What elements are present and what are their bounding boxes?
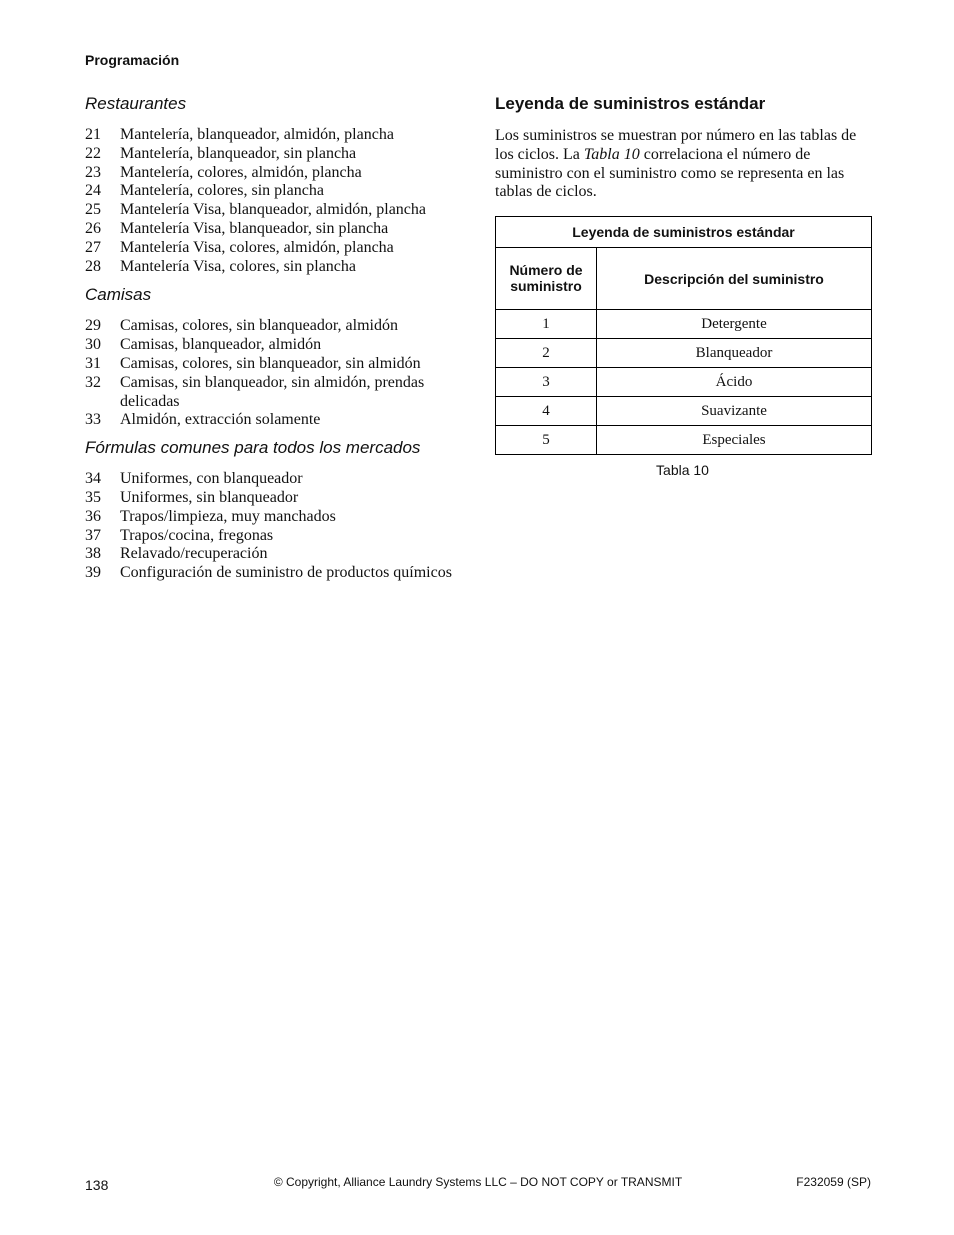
copyright-notice: © Copyright, Alliance Laundry Systems LLC – DO NOT COPY or TRANSMIT xyxy=(273,1175,683,1189)
item-text: Trapos/limpieza, muy manchados xyxy=(120,507,336,525)
list-item xyxy=(85,258,460,277)
column-header-number: Número de suministro xyxy=(496,248,597,310)
list-restaurantes xyxy=(85,126,460,276)
item-text: Almidón, extracción solamente xyxy=(120,411,321,429)
list-item xyxy=(85,201,460,220)
item-number: 39 xyxy=(85,564,101,582)
cell-number: 2 xyxy=(496,339,597,368)
document-id: F232059 (SP) xyxy=(796,1175,871,1189)
item-number: 24 xyxy=(85,182,101,200)
item-text: Camisas, colores, sin blanqueador, almidón xyxy=(120,317,398,335)
cell-number: 1 xyxy=(496,310,597,339)
item-text: Mantelería, blanqueador, almidón, plancha xyxy=(120,126,394,143)
item-number: 33 xyxy=(85,411,101,429)
item-number: 21 xyxy=(85,126,101,143)
list-item xyxy=(85,164,460,183)
cell-number: 4 xyxy=(496,397,597,426)
list-item xyxy=(85,182,460,201)
cell-number: 5 xyxy=(496,426,597,455)
list-item xyxy=(85,126,460,145)
section-title-leyenda: Leyenda de suministros estándar xyxy=(495,94,766,113)
page-number: 138 xyxy=(85,1177,109,1193)
item-number: 22 xyxy=(85,144,101,162)
item-text: Camisas, blanqueador, almidón xyxy=(120,336,322,354)
paragraph-text: correlaciona el número de suministro con el suministro como se representa en las tablas de ciclos. xyxy=(495,145,845,201)
left-column xyxy=(85,94,460,583)
list-item xyxy=(85,355,460,374)
item-text: Mantelería, blanqueador, sin plancha xyxy=(120,144,357,162)
item-text: Trapos/cocina, fregonas xyxy=(120,526,274,544)
list-item xyxy=(85,470,460,489)
item-number: 29 xyxy=(85,317,101,335)
item-number: 27 xyxy=(85,238,101,256)
cell-description: Blanqueador xyxy=(597,339,872,368)
item-text: Mantelería, colores, almidón, plancha xyxy=(120,163,362,181)
item-number: 30 xyxy=(85,336,101,354)
item-number: 38 xyxy=(85,545,101,563)
list-item xyxy=(85,411,460,430)
cell-description: Suavizante xyxy=(597,397,872,426)
item-number: 25 xyxy=(85,201,101,219)
list-item xyxy=(85,489,460,508)
item-number: 34 xyxy=(85,470,101,488)
list-item xyxy=(85,336,460,355)
table-row xyxy=(496,397,872,426)
table-caption: Leyenda de suministros estándar xyxy=(496,217,872,248)
cell-description: Especiales xyxy=(597,426,872,455)
page-header-section: Programación xyxy=(85,52,180,68)
right-column xyxy=(495,94,872,478)
item-text: Uniformes, con blanqueador xyxy=(120,470,303,488)
list-item xyxy=(85,145,460,164)
item-text: Mantelería Visa, colores, almidón, plancha xyxy=(120,238,394,256)
supply-legend-table xyxy=(495,216,872,455)
list-item xyxy=(85,374,460,412)
item-text: Camisas, sin blanqueador, sin almidón, prendas delicadas xyxy=(120,373,425,410)
column-header-description: Descripción del suministro xyxy=(597,248,872,310)
cell-description: Ácido xyxy=(597,368,872,397)
item-text: Configuración de suministro de productos químicos xyxy=(120,564,452,582)
cell-number: 3 xyxy=(496,368,597,397)
item-text: Relavado/recuperación xyxy=(120,545,268,563)
item-text: Mantelería Visa, blanqueador, almidón, plancha xyxy=(120,201,426,219)
item-text: Camisas, colores, sin blanqueador, sin almidón xyxy=(120,354,421,372)
item-number: 26 xyxy=(85,219,101,237)
table-row xyxy=(496,426,872,455)
list-item xyxy=(85,220,460,239)
item-number: 32 xyxy=(85,373,101,391)
list-item xyxy=(85,317,460,336)
intro-paragraph xyxy=(495,127,872,202)
list-item xyxy=(85,239,460,258)
item-number: 28 xyxy=(85,257,101,275)
item-text: Mantelería Visa, colores, sin plancha xyxy=(120,257,356,275)
item-text: Uniformes, sin blanqueador xyxy=(120,488,299,506)
list-camisas xyxy=(85,317,460,430)
section-title-formulas: Fórmulas comunes para todos los mercados xyxy=(85,438,421,458)
list-item xyxy=(85,545,460,564)
section-title-camisas: Camisas xyxy=(85,285,152,305)
table-label: Tabla 10 xyxy=(656,462,709,479)
paragraph-text: Los suministros se muestran por número en las tablas de los ciclos. La xyxy=(495,127,857,163)
item-text: Mantelería Visa, blanqueador, sin plancha xyxy=(120,219,389,237)
item-number: 35 xyxy=(85,488,101,506)
item-number: 36 xyxy=(85,507,101,525)
table-row xyxy=(496,368,872,397)
item-number: 23 xyxy=(85,163,101,181)
list-item xyxy=(85,564,460,583)
list-formulas xyxy=(85,470,460,583)
cell-description: Detergente xyxy=(597,310,872,339)
item-number: 37 xyxy=(85,526,101,544)
table-row xyxy=(496,339,872,368)
section-title-restaurantes: Restaurantes xyxy=(85,94,187,113)
item-number: 31 xyxy=(85,354,101,372)
list-item xyxy=(85,508,460,527)
table-row xyxy=(496,310,872,339)
item-text: Mantelería, colores, sin plancha xyxy=(120,182,324,200)
list-item xyxy=(85,527,460,546)
table-reference: Tabla 10 xyxy=(583,145,640,163)
